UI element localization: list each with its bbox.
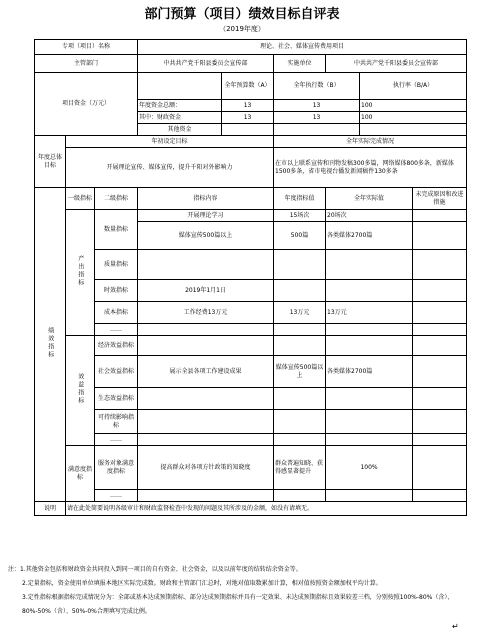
- perf-actual: 100%: [326, 446, 413, 490]
- perf-l2: 可持续影响指标: [95, 410, 138, 434]
- perf-reason: [413, 434, 467, 446]
- perf-header-actual: 全年实际值: [326, 188, 413, 210]
- perf-content: [138, 336, 274, 356]
- perf-reason: [413, 410, 467, 434]
- perf-label: 绩效指标: [35, 188, 66, 502]
- perf-target: [274, 410, 326, 434]
- perf-content: 工作经费13万元: [138, 302, 274, 324]
- project-name-label: 专项（项目）名称: [35, 40, 138, 55]
- perf-reason: [413, 222, 467, 250]
- perf-reason: [413, 210, 467, 222]
- note-item: 3.定性指标根据指标完成情况分为：全部或基本达成预期指标、部分达成预期指标并具有一定效果、未达成预期指标且效果较差三档，分别按照100%-80%（含）、80%-50%（含）、50%-0%合理填写完成比例。: [22, 594, 454, 615]
- dept-value: 中共共产党千阳县委员会宣传部: [138, 55, 274, 73]
- funds-col-rate: 执行率（B/A）: [360, 73, 467, 100]
- funds-row-a: 13: [222, 100, 274, 112]
- perf-header-target: 年度指标值: [274, 188, 326, 210]
- expected-goal-header: 年初设定目标: [66, 136, 274, 148]
- perf-actual: 各类媒体2700篇: [326, 222, 413, 250]
- perf-target: [274, 250, 326, 280]
- perf-target: [274, 490, 326, 502]
- perf-actual: 各类媒体2700篇: [326, 356, 413, 388]
- actual-goal-text: 在市以上联系宣传和刊物发稿300多篇，网络媒体800多条，新媒体1500多条，省市电视台播发新闻稿件130多条: [274, 148, 467, 188]
- perf-l2: 社会效益指标: [95, 356, 138, 388]
- funds-blank-header: [138, 73, 222, 100]
- perf-actual: [326, 336, 413, 356]
- perf-l2: 经济效益指标: [95, 336, 138, 356]
- perf-reason: [413, 356, 467, 388]
- perf-actual: 13万元: [326, 302, 413, 324]
- perf-target: 15场次: [274, 210, 326, 222]
- perf-target: 500篇: [274, 222, 326, 250]
- perf-actual: [326, 280, 413, 302]
- remark-label: 说明: [35, 502, 66, 516]
- page-title: 部门预算（项目）绩效目标自评表: [144, 7, 340, 22]
- perf-content: [138, 434, 274, 446]
- perf-target: [274, 434, 326, 446]
- funds-row-rate: 100: [360, 100, 467, 112]
- dept-label: 主管部门: [35, 55, 138, 73]
- perf-header-content: 指标内容: [138, 188, 274, 210]
- perf-actual: [326, 388, 413, 410]
- perf-l2: 成本指标: [95, 302, 138, 324]
- benefit-indicator-label: 效益指标: [66, 336, 95, 446]
- perf-l2: ……: [95, 490, 138, 502]
- perf-target: [274, 336, 326, 356]
- perf-actual: [326, 490, 413, 502]
- remark-text: 请在此处简要说明各级审计和财政监督检查中发现的问题及其所涉及的金额，如没有请填无。: [66, 502, 467, 516]
- report-year: （2019年度）: [219, 25, 265, 33]
- perf-reason: [413, 280, 467, 302]
- perf-target: 群众普遍知晓、获得感显著提升: [274, 446, 326, 490]
- funds-row-b: [274, 124, 360, 136]
- evaluation-table: [34, 39, 467, 516]
- notes: [8, 563, 478, 619]
- perf-l2: 时效指标: [95, 280, 138, 302]
- funds-row-label: 其他资金: [138, 124, 222, 136]
- perf-reason: [413, 388, 467, 410]
- note-item: 注：1.其他资金包括和财政资金共同投入到同一项目的自有资金、社会资金，以及以前年度的结转结余资金等。: [8, 566, 302, 573]
- funds-row-label: 年度资金总额：: [138, 100, 222, 112]
- perf-l2: 服务对象满意度指标: [95, 446, 138, 490]
- funds-row-b: 13: [274, 112, 360, 124]
- perf-header-l2: 二级指标: [95, 188, 138, 210]
- perf-actual: [326, 410, 413, 434]
- impl-unit-label: 实施单位: [274, 55, 326, 73]
- perf-target: [274, 280, 326, 302]
- impl-unit-value: 中共共产党千阳县委员会宣传部: [326, 55, 467, 73]
- funds-row-b: 13: [274, 100, 360, 112]
- perf-content: [138, 410, 274, 434]
- perf-target: 媒体宣传500篇以上: [274, 356, 326, 388]
- expected-goal-text: 开展理论宣传、媒体宣传，提升千阳对外影响力: [66, 148, 274, 188]
- perf-target: 13万元: [274, 302, 326, 324]
- perf-content: [138, 490, 274, 502]
- project-name-value: 理论、社会、媒体宣传费用项目: [138, 40, 467, 55]
- perf-header-l1: 一级指标: [66, 188, 95, 210]
- satisfaction-indicator-label: 满意度指标: [66, 446, 95, 502]
- perf-content: [138, 250, 274, 280]
- perf-l2: 数量指标: [95, 210, 138, 250]
- funds-row-a: 13: [222, 112, 274, 124]
- note-item: 2.定量指标，资金使用单位填报本地区实际完成数。财政和主管部门汇总时，对地对值取数累加计算，相对值按照资金额加权平均计算。: [22, 580, 382, 587]
- perf-content: 展示全县各项工作建设成果: [138, 356, 274, 388]
- perf-content: [138, 324, 274, 336]
- perf-l2: 质量指标: [95, 250, 138, 280]
- perf-content: 2019年1月1日: [138, 280, 274, 302]
- perf-l2: ……: [95, 434, 138, 446]
- actual-goal-header: 全年实际完成情况: [274, 136, 467, 148]
- perf-header-reason: 未完成原因和改进措施: [413, 188, 467, 210]
- perf-reason: [413, 302, 467, 324]
- perf-l2: 生态效益指标: [95, 388, 138, 410]
- perf-target: [274, 324, 326, 336]
- perf-content: [138, 388, 274, 410]
- perf-reason: [413, 446, 467, 490]
- output-indicator-label: 产出指标: [66, 210, 95, 336]
- perf-reason: [413, 250, 467, 280]
- paragraph-mark: ↵: [452, 622, 459, 631]
- perf-l2: ……: [95, 324, 138, 336]
- funds-row-rate: 100: [360, 112, 467, 124]
- annual-goal-label: 年度总体目标: [35, 136, 66, 188]
- funds-col-b: 全年执行数（B）: [274, 73, 360, 100]
- perf-reason: [413, 324, 467, 336]
- perf-actual: [326, 324, 413, 336]
- perf-content: 媒体宣传500篇以上: [138, 222, 274, 250]
- perf-reason: [413, 490, 467, 502]
- perf-target: [274, 388, 326, 410]
- funds-col-a: 全年预算数（A）: [222, 73, 274, 100]
- perf-content: 提高群众对各项方针政策的知晓度: [138, 446, 274, 490]
- funds-row-rate: [360, 124, 467, 136]
- perf-actual: 20场次: [326, 210, 413, 222]
- funds-row-a: [222, 124, 274, 136]
- perf-actual: [326, 250, 413, 280]
- perf-reason: [413, 336, 467, 356]
- funds-label: 项目资金（万元）: [35, 73, 138, 136]
- perf-content: 开展理论学习: [138, 210, 274, 222]
- funds-row-label: 其中：财政资金: [138, 112, 222, 124]
- perf-actual: [326, 434, 413, 446]
